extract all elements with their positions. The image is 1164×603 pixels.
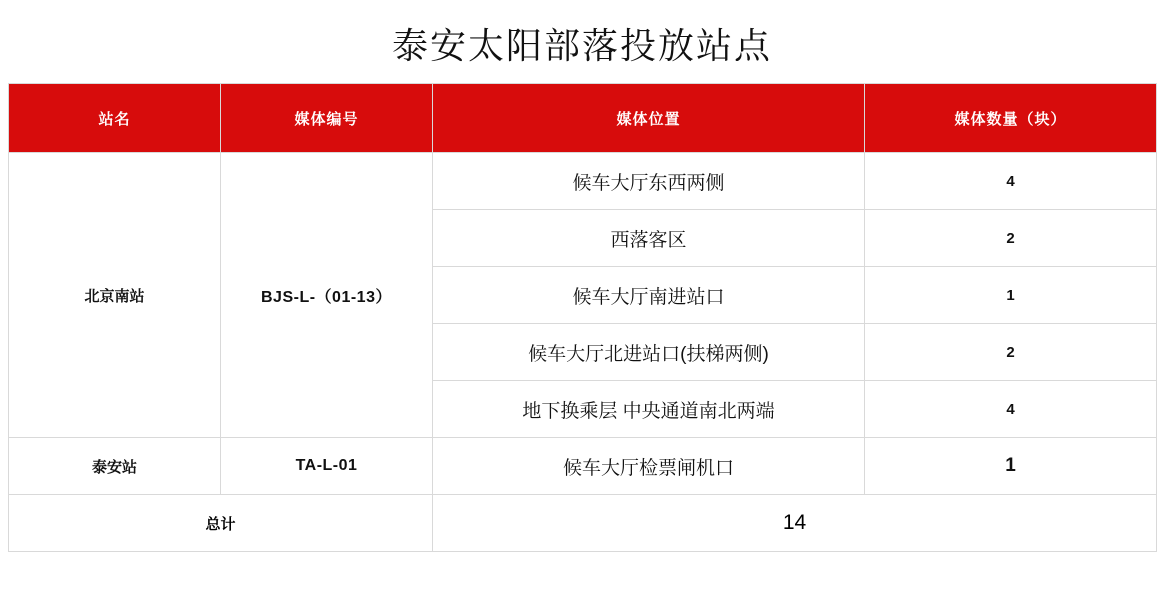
media-count: 2	[865, 210, 1157, 267]
table-body	[9, 153, 1157, 552]
media-position: 候车大厅检票闸机口	[433, 438, 865, 495]
total-label: 总计	[9, 495, 433, 552]
media-position: 候车大厅北进站口(扶梯两侧)	[433, 324, 865, 381]
media-placement-table	[8, 83, 1157, 552]
total-value: 14	[433, 495, 1157, 552]
media-position: 西落客区	[433, 210, 865, 267]
table-header-row	[9, 84, 1157, 153]
column-header-media-code: 媒体编号	[221, 84, 433, 153]
media-position: 地下换乘层 中央通道南北两端	[433, 381, 865, 438]
media-count: 4	[865, 381, 1157, 438]
media-position: 候车大厅南进站口	[433, 267, 865, 324]
column-header-media-position: 媒体位置	[433, 84, 865, 153]
media-count: 1	[865, 267, 1157, 324]
media-code-beijing-south: BJS-L-（01-13）	[221, 153, 433, 438]
column-header-station: 站名	[9, 84, 221, 153]
table-row	[9, 438, 1157, 495]
media-position: 候车大厅东西两侧	[433, 153, 865, 210]
table-total-row	[9, 495, 1157, 552]
table-header	[9, 84, 1157, 153]
column-header-media-count: 媒体数量（块）	[865, 84, 1157, 153]
media-count: 2	[865, 324, 1157, 381]
media-code-taian: TA-L-01	[221, 438, 433, 495]
media-count: 1	[865, 438, 1157, 495]
table-row	[9, 153, 1157, 210]
media-count: 4	[865, 153, 1157, 210]
station-name-beijing-south: 北京南站	[9, 153, 221, 438]
station-name-taian: 泰安站	[9, 438, 221, 495]
page-title: 泰安太阳部落投放站点	[391, 26, 772, 66]
